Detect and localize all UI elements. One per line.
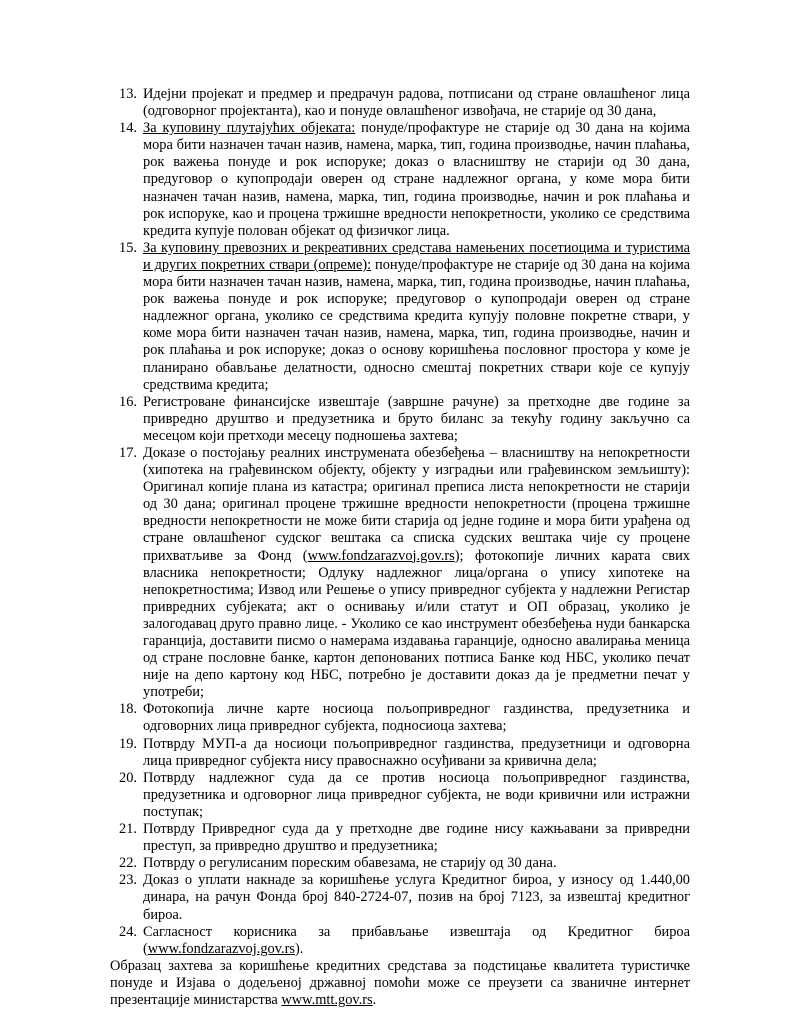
list-item-body	[143, 701, 690, 735]
list-item-number: 20.	[119, 769, 137, 786]
list-item-underlined-lead: За куповину превозних и рекреативних средстава намењених посетиоцима и туристима и других покретних ствари (опреме):	[143, 239, 690, 273]
list-item-number: 18.	[119, 701, 137, 718]
list-item-number: 17.	[119, 444, 137, 461]
list-item-text: Потврду о регулисаним пореским обавезама, не старију од 30 дана.	[143, 855, 557, 872]
list-item-text: Сагласност корисника за прибављање извештаја од Кредитног бироа (	[143, 923, 690, 957]
list-item-number: 19.	[119, 735, 137, 752]
list-item	[110, 872, 690, 923]
list-item	[110, 120, 690, 240]
list-item-text: Потврду Привредног суда да у претходне две године нису кажњавани за привредни преступ, за привредно друштво и предузетника;	[143, 821, 690, 855]
document-body	[110, 86, 690, 1009]
list-item-text: понуде/профактуре не старије од 30 дана на којима мора бити назначен тачан назив, намена, марка, тип, година производње, начин плаћања, рок важења понуде и рок испоруке; доказ о власништву не старији од 30 дана, предуговор о купопродаји оверен од стране надлежног органа, у коме мора бити назначен тачан назив, намена, марка, тип, година производње, начин и рок плаћања и рок испоруке, као и процена тржишне вредности непокретности, уколико се средствима кредита купује половaн објекат од физичког лица.	[143, 120, 690, 239]
list-item-tail: ); фотокопије личних карата свих власника непокретности; Одлуку надлежног лица/органа о упису хипотеке на непокретностима; Извод или Решење о упису привредног субјекта у надлежни Регистар привредних субјеката; акт о оснивању и/или статут и ОП образац, уколико је залогодавац друго правно лице. - Уколико се као инструмент обезбеђења нуди банкарска гаранција, доставити писмо о намерама издавања гаранције, односно авалирања меница од стране пословне банке, картон депонованих потписа Банке код НБС, уколико печат није на депо картону код НБС, потребно је доставити доказ да је предметни печат у употреби;	[143, 547, 690, 701]
ministry-website-link[interactable]: www.mtt.gov.rs	[281, 991, 373, 1008]
external-link[interactable]: www.fondzarazvoj.gov.rs	[307, 547, 455, 564]
list-item-body	[143, 445, 690, 701]
list-item	[110, 736, 690, 770]
list-item-text: Доказе о постојању реалних инструмената обезбеђења – власништву на непокретности (хипотека на грађевинском објекту, објекту у изградњи или грађевинском земљишту): Оригинал копије плана из катастра; оригинал преписа листа непокретности не старији од 30 дана; оригинал процене тржишне вредности непокретности (процена тржишне вредности непокретности не може бити старија од једне године и мора бити урађена од стране овлашћеног судског вештака са списка судских вештака чије су процене прихватљиве за Фонд (	[143, 444, 690, 564]
list-item-text: понуде/профактуре не старије од 30 дана на којима мора бити назначен тачан назив, намена, марка, тип, година производње, начин плаћања, рок важења понуде и рок испоруке; предуговор о купопродаји оверен од стране надлежног органа, уколико се средствима кредита купују половне покретне ствари, у коме мора бити назначен тачан назив, намена, марка, тип, година производње, начин и рок плаћања и рок испоруке; доказ о основу коришћења пословног простора у коме је планирано обављање делатности, односно смештај покретних ствари које се купују средствима кредита;	[143, 256, 690, 393]
list-item-body	[143, 872, 690, 923]
list-item-body	[143, 770, 690, 821]
list-item	[110, 86, 690, 120]
closing-paragraph	[110, 958, 690, 1009]
list-item-body	[143, 855, 690, 872]
list-item-text: Регистроване финансијске извештаје (завршне рачуне) за претходне две године за привредно друштво и предузетника и бруто биланс за текућу годину закључно са месецом који претходи месецу подношења захтева;	[143, 393, 690, 444]
closing-text-after-link: .	[372, 991, 377, 1008]
list-item	[110, 924, 690, 958]
list-item-underlined-lead: За куповину плутајућих објеката:	[143, 120, 356, 137]
list-item	[110, 701, 690, 735]
list-item-text: Потврду МУП-а да носиоци пољопривредног газдинства, предузетници и одговорна лица привредног субјекта нису правоснажно осуђивани за кривична дела;	[143, 735, 690, 769]
closing-text-before-link: Образац захтева за коришћење кредитних средстава за подстицање квалитета туристичке понуде и Изјава о додељеној државној помоћи може се преузети са званичне интернет презентације министарства	[110, 957, 690, 1008]
list-item-number: 15.	[119, 239, 137, 256]
list-item-number: 16.	[119, 393, 137, 410]
list-item-tail: ).	[294, 940, 304, 957]
list-item-body	[143, 821, 690, 855]
list-item-number: 13.	[119, 86, 137, 102]
list-item-text: Идејни пројекат и предмер и предрачун радова, потписани од стране овлашћеног лица (одговорног пројектанта), као и понуде овлашћеног извођача, не старије од 30 дана,	[143, 86, 690, 120]
list-item-body	[143, 924, 690, 958]
list-item-text: Потврду надлежног суда да се против носиоца пољопривредног газдинства, предузетника и одговорног лица привредног субјекта, не води кривични или истражни поступак;	[143, 769, 690, 820]
list-item	[110, 855, 690, 872]
list-item	[110, 445, 690, 701]
list-item-body	[143, 240, 690, 394]
list-item-text: Доказ о уплати накнаде за коришћење услуга Кредитног бироа, у износу од 1.440,00 динара, на рачун Фонда број 840-2724-07, позив на број 7123, за извештај кредитног бироа.	[143, 872, 690, 923]
list-item-body	[143, 86, 690, 120]
list-item-number: 21.	[119, 821, 137, 838]
list-item-body	[143, 120, 690, 240]
external-link[interactable]: www.fondzarazvoj.gov.rs	[147, 940, 295, 957]
requirements-list	[110, 86, 690, 958]
list-item	[110, 821, 690, 855]
list-item-body	[143, 394, 690, 445]
list-item	[110, 770, 690, 821]
list-item-text: Фотокопија личне карте носиоца пољопривредног газдинства, предузетника и одговорних лица привредног субјекта, подносиоца захтева;	[143, 701, 690, 735]
list-item-number: 24.	[119, 923, 137, 940]
list-item-number: 14.	[119, 120, 137, 137]
list-item-number: 23.	[119, 872, 137, 889]
list-item-body	[143, 736, 690, 770]
list-item	[110, 394, 690, 445]
list-item	[110, 240, 690, 394]
list-item-number: 22.	[119, 855, 137, 872]
